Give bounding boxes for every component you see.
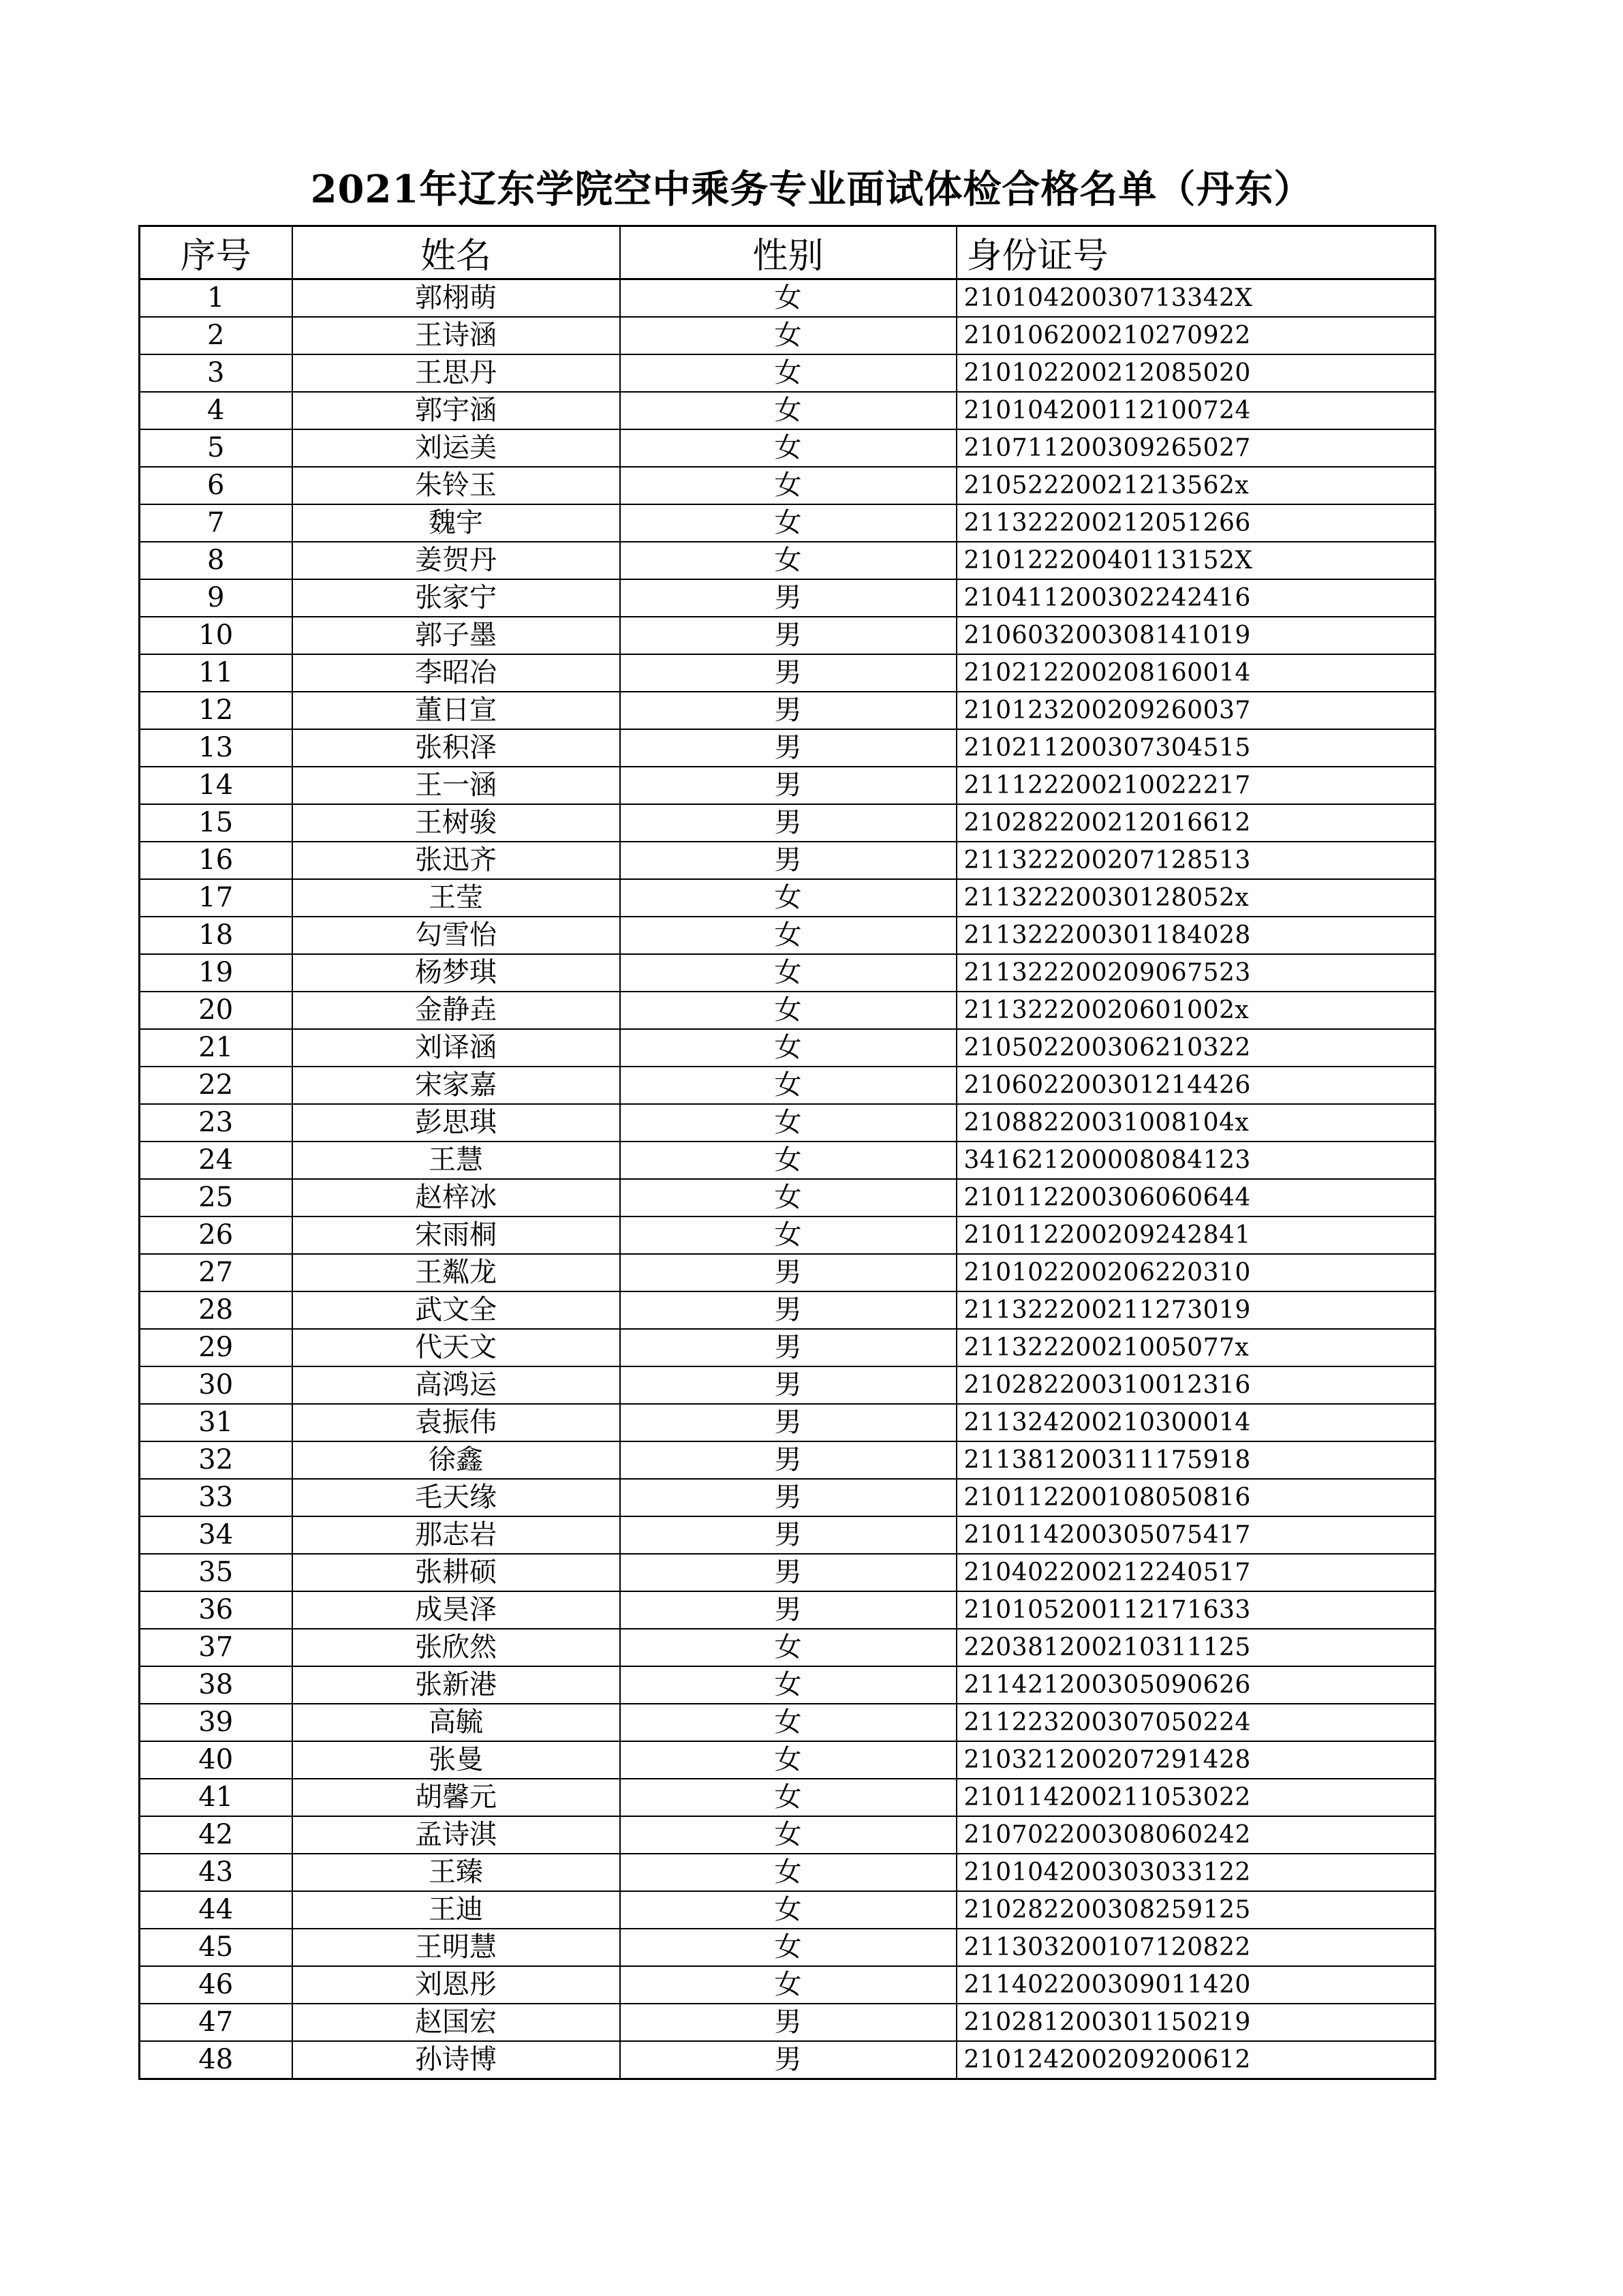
id-number-cell: 210711200309265027 (957, 429, 1436, 467)
serial-number-cell: 45 (140, 1929, 292, 1966)
name-cell: 孟诗淇 (292, 1816, 620, 1854)
id-number-cell: 210124200209200612 (957, 2041, 1436, 2079)
serial-number-cell: 4 (140, 392, 292, 429)
table-row (140, 1591, 1436, 1629)
serial-number-cell: 19 (140, 954, 292, 992)
name-cell: 朱铃玉 (292, 467, 620, 504)
gender-cell: 男 (620, 654, 957, 692)
table-row (140, 2004, 1436, 2041)
table-row (140, 767, 1436, 804)
serial-number-cell: 33 (140, 1479, 292, 1516)
name-cell: 张迅齐 (292, 842, 620, 879)
id-number-cell: 210603200308141019 (957, 617, 1436, 654)
serial-number-cell: 39 (140, 1704, 292, 1741)
name-cell: 姜贺丹 (292, 542, 620, 579)
name-cell: 王臻 (292, 1854, 620, 1891)
id-number-cell: 21132220030128052x (957, 879, 1436, 917)
gender-cell: 男 (620, 842, 957, 879)
serial-number-cell: 18 (140, 917, 292, 954)
name-cell: 张曼 (292, 1741, 620, 1779)
serial-number-cell: 38 (140, 1666, 292, 1704)
id-number-cell: 211402200309011420 (957, 1966, 1436, 2004)
table-row (140, 1216, 1436, 1254)
id-number-cell: 210104200303033122 (957, 1854, 1436, 1891)
table-row (140, 917, 1436, 954)
gender-cell: 女 (620, 1741, 957, 1779)
table-row (140, 654, 1436, 692)
serial-number-cell: 13 (140, 729, 292, 767)
name-cell: 刘运美 (292, 429, 620, 467)
serial-number-cell: 47 (140, 2004, 292, 2041)
id-number-cell: 210112200108050816 (957, 1479, 1436, 1516)
table-row (140, 992, 1436, 1029)
id-number-cell: 341621200008084123 (957, 1142, 1436, 1179)
name-cell: 毛天缘 (292, 1479, 620, 1516)
id-number-cell: 210102200206220310 (957, 1254, 1436, 1291)
id-number-cell: 21132220020601002x (957, 992, 1436, 1029)
id-number-cell: 210114200211053022 (957, 1779, 1436, 1816)
gender-cell: 女 (620, 1067, 957, 1104)
id-number-cell: 210402200212240517 (957, 1554, 1436, 1591)
name-cell: 王思丹 (292, 354, 620, 392)
name-cell: 张家宁 (292, 579, 620, 617)
table-row (140, 504, 1436, 542)
id-number-cell: 21132220021005077x (957, 1329, 1436, 1366)
table-row (140, 1029, 1436, 1067)
serial-number-cell: 20 (140, 992, 292, 1029)
gender-cell: 男 (620, 1366, 957, 1404)
gender-cell: 女 (620, 1666, 957, 1704)
gender-cell: 女 (620, 954, 957, 992)
id-number-cell: 210123200209260037 (957, 692, 1436, 729)
id-number-cell: 210211200307304515 (957, 729, 1436, 767)
name-cell: 张积泽 (292, 729, 620, 767)
gender-cell: 女 (620, 392, 957, 429)
serial-number-cell: 1 (140, 279, 292, 318)
gender-cell: 女 (620, 504, 957, 542)
id-number-cell: 220381200210311125 (957, 1629, 1436, 1666)
header-row (140, 226, 1436, 279)
table-row (140, 1741, 1436, 1779)
gender-cell: 女 (620, 1029, 957, 1067)
gender-cell: 女 (620, 542, 957, 579)
serial-number-cell: 35 (140, 1554, 292, 1591)
serial-number-cell: 43 (140, 1854, 292, 1891)
table-row (140, 1629, 1436, 1666)
gender-cell: 男 (620, 804, 957, 842)
serial-number-cell: 27 (140, 1254, 292, 1291)
table-row (140, 1816, 1436, 1854)
table-row (140, 1854, 1436, 1891)
table-row (140, 392, 1436, 429)
name-cell: 勾雪怡 (292, 917, 620, 954)
id-number-cell: 210502200306210322 (957, 1029, 1436, 1067)
table-row (140, 1366, 1436, 1404)
table-row (140, 1704, 1436, 1741)
table-row (140, 1142, 1436, 1179)
id-number-cell: 210702200308060242 (957, 1816, 1436, 1854)
id-number-cell: 211322200211273019 (957, 1291, 1436, 1329)
name-cell: 杨梦琪 (292, 954, 620, 992)
gender-cell: 女 (620, 467, 957, 504)
name-cell: 宋家嘉 (292, 1067, 620, 1104)
gender-cell: 女 (620, 1779, 957, 1816)
id-number-cell: 210282200308259125 (957, 1891, 1436, 1929)
table-row (140, 579, 1436, 617)
gender-cell: 女 (620, 354, 957, 392)
gender-cell: 女 (620, 429, 957, 467)
name-cell: 王莹 (292, 879, 620, 917)
serial-number-cell: 36 (140, 1591, 292, 1629)
serial-number-cell: 8 (140, 542, 292, 579)
id-number-cell: 211322200207128513 (957, 842, 1436, 879)
gender-cell: 女 (620, 1929, 957, 1966)
gender-cell: 男 (620, 729, 957, 767)
serial-number-cell: 48 (140, 2041, 292, 2079)
id-number-cell: 211223200307050224 (957, 1704, 1436, 1741)
id-number-cell: 210112200209242841 (957, 1216, 1436, 1254)
name-cell: 胡馨元 (292, 1779, 620, 1816)
name-cell: 张欣然 (292, 1629, 620, 1666)
table-row (140, 1929, 1436, 1966)
id-number-cell: 210102200212085020 (957, 354, 1436, 392)
serial-number-cell: 46 (140, 1966, 292, 2004)
id-number-cell: 211381200311175918 (957, 1441, 1436, 1479)
name-cell: 李昭冶 (292, 654, 620, 692)
name-cell: 袁振伟 (292, 1404, 620, 1441)
gender-cell: 男 (620, 1441, 957, 1479)
gender-cell: 女 (620, 1816, 957, 1854)
gender-cell: 男 (620, 2041, 957, 2079)
name-cell: 赵梓冰 (292, 1179, 620, 1216)
id-number-cell: 211322200212051266 (957, 504, 1436, 542)
id-number-cell: 210104200112100724 (957, 392, 1436, 429)
gender-cell: 男 (620, 2004, 957, 2041)
serial-number-cell: 30 (140, 1366, 292, 1404)
id-number-cell: 210112200306060644 (957, 1179, 1436, 1216)
gender-cell: 男 (620, 1329, 957, 1366)
name-cell: 金静垚 (292, 992, 620, 1029)
gender-cell: 男 (620, 1516, 957, 1554)
gender-cell: 男 (620, 1591, 957, 1629)
gender-cell: 男 (620, 1479, 957, 1516)
table-row (140, 1067, 1436, 1104)
id-number-cell: 210411200302242416 (957, 579, 1436, 617)
serial-number-cell: 24 (140, 1142, 292, 1179)
id-number-cell: 210282200212016612 (957, 804, 1436, 842)
serial-number-cell: 6 (140, 467, 292, 504)
serial-number-cell: 32 (140, 1441, 292, 1479)
name-cell: 高毓 (292, 1704, 620, 1741)
name-cell: 郭宇涵 (292, 392, 620, 429)
name-cell: 武文全 (292, 1291, 620, 1329)
id-number-cell: 211122200210022217 (957, 767, 1436, 804)
gender-cell: 女 (620, 1104, 957, 1142)
id-number-cell: 210106200210270922 (957, 317, 1436, 354)
serial-number-cell: 10 (140, 617, 292, 654)
table-row (140, 1779, 1436, 1816)
table-row (140, 279, 1436, 318)
serial-number-cell: 14 (140, 767, 292, 804)
header-gender: 性别 (620, 226, 957, 279)
serial-number-cell: 7 (140, 504, 292, 542)
serial-number-cell: 34 (140, 1516, 292, 1554)
roster-body (140, 279, 1436, 2079)
gender-cell: 女 (620, 279, 957, 318)
name-cell: 王树骏 (292, 804, 620, 842)
serial-number-cell: 37 (140, 1629, 292, 1666)
id-number-cell: 210114200305075417 (957, 1516, 1436, 1554)
table-row (140, 1479, 1436, 1516)
table-row (140, 617, 1436, 654)
gender-cell: 男 (620, 617, 957, 654)
id-number-cell: 210281200301150219 (957, 2004, 1436, 2041)
table-row (140, 1404, 1436, 1441)
serial-number-cell: 9 (140, 579, 292, 617)
gender-cell: 女 (620, 992, 957, 1029)
serial-number-cell: 3 (140, 354, 292, 392)
header-name: 姓名 (292, 226, 620, 279)
table-row (140, 1329, 1436, 1366)
serial-number-cell: 40 (140, 1741, 292, 1779)
gender-cell: 女 (620, 1966, 957, 2004)
table-row (140, 1966, 1436, 2004)
serial-number-cell: 12 (140, 692, 292, 729)
serial-number-cell: 25 (140, 1179, 292, 1216)
serial-number-cell: 26 (140, 1216, 292, 1254)
table-row (140, 467, 1436, 504)
gender-cell: 女 (620, 1891, 957, 1929)
name-cell: 赵国宏 (292, 2004, 620, 2041)
id-number-cell: 211322200301184028 (957, 917, 1436, 954)
table-row (140, 1554, 1436, 1591)
table-row (140, 1179, 1436, 1216)
table-row (140, 1104, 1436, 1142)
name-cell: 王一涵 (292, 767, 620, 804)
gender-cell: 男 (620, 692, 957, 729)
gender-cell: 男 (620, 579, 957, 617)
name-cell: 高鸿运 (292, 1366, 620, 1404)
id-number-cell: 211421200305090626 (957, 1666, 1436, 1704)
name-cell: 魏宇 (292, 504, 620, 542)
table-row (140, 1891, 1436, 1929)
name-cell: 徐鑫 (292, 1441, 620, 1479)
name-cell: 王迪 (292, 1891, 620, 1929)
id-number-cell: 21012220040113152X (957, 542, 1436, 579)
name-cell: 那志岩 (292, 1516, 620, 1554)
serial-number-cell: 11 (140, 654, 292, 692)
serial-number-cell: 44 (140, 1891, 292, 1929)
id-number-cell: 211322200209067523 (957, 954, 1436, 992)
name-cell: 成昊泽 (292, 1591, 620, 1629)
table-row (140, 2041, 1436, 2079)
name-cell: 代天文 (292, 1329, 620, 1366)
table-row (140, 729, 1436, 767)
gender-cell: 女 (620, 1854, 957, 1891)
gender-cell: 女 (620, 1179, 957, 1216)
gender-cell: 女 (620, 917, 957, 954)
name-cell: 郭子墨 (292, 617, 620, 654)
table-row (140, 542, 1436, 579)
id-number-cell: 210602200301214426 (957, 1067, 1436, 1104)
name-cell: 王诗涵 (292, 317, 620, 354)
table-row (140, 692, 1436, 729)
serial-number-cell: 5 (140, 429, 292, 467)
name-cell: 董日宣 (292, 692, 620, 729)
gender-cell: 女 (620, 879, 957, 917)
id-number-cell: 211324200210300014 (957, 1404, 1436, 1441)
table-row (140, 804, 1436, 842)
table-row (140, 1516, 1436, 1554)
serial-number-cell: 42 (140, 1816, 292, 1854)
serial-number-cell: 31 (140, 1404, 292, 1441)
table-row (140, 429, 1436, 467)
name-cell: 刘恩彤 (292, 1966, 620, 2004)
serial-number-cell: 29 (140, 1329, 292, 1366)
gender-cell: 女 (620, 1142, 957, 1179)
id-number-cell: 211303200107120822 (957, 1929, 1436, 1966)
name-cell: 彭思琪 (292, 1104, 620, 1142)
gender-cell: 女 (620, 1216, 957, 1254)
name-cell: 刘译涵 (292, 1029, 620, 1067)
name-cell: 孙诗博 (292, 2041, 620, 2079)
name-cell: 王粼龙 (292, 1254, 620, 1291)
name-cell: 张耕硕 (292, 1554, 620, 1591)
table-row (140, 317, 1436, 354)
header-id-number: 身份证号 (957, 226, 1436, 279)
header-serial-number: 序号 (140, 226, 292, 279)
gender-cell: 男 (620, 1291, 957, 1329)
name-cell: 宋雨桐 (292, 1216, 620, 1254)
serial-number-cell: 21 (140, 1029, 292, 1067)
table-row (140, 954, 1436, 992)
table-row (140, 842, 1436, 879)
id-number-cell: 21010420030713342X (957, 279, 1436, 318)
table-row (140, 354, 1436, 392)
name-cell: 郭栩萌 (292, 279, 620, 318)
table-row (140, 1254, 1436, 1291)
table-row (140, 1666, 1436, 1704)
id-number-cell: 21088220031008104x (957, 1104, 1436, 1142)
gender-cell: 女 (620, 1629, 957, 1666)
serial-number-cell: 22 (140, 1067, 292, 1104)
gender-cell: 男 (620, 1254, 957, 1291)
serial-number-cell: 28 (140, 1291, 292, 1329)
serial-number-cell: 16 (140, 842, 292, 879)
roster-table (138, 225, 1436, 2080)
id-number-cell: 210282200310012316 (957, 1366, 1436, 1404)
serial-number-cell: 17 (140, 879, 292, 917)
gender-cell: 女 (620, 317, 957, 354)
gender-cell: 女 (620, 1704, 957, 1741)
name-cell: 王慧 (292, 1142, 620, 1179)
serial-number-cell: 41 (140, 1779, 292, 1816)
serial-number-cell: 15 (140, 804, 292, 842)
serial-number-cell: 23 (140, 1104, 292, 1142)
id-number-cell: 21052220021213562x (957, 467, 1436, 504)
table-row (140, 1291, 1436, 1329)
gender-cell: 男 (620, 1404, 957, 1441)
id-number-cell: 210321200207291428 (957, 1741, 1436, 1779)
table-row (140, 1441, 1436, 1479)
table-row (140, 879, 1436, 917)
page-title: 2021年辽东学院空中乘务专业面试体检合格名单（丹东） (310, 167, 1313, 212)
name-cell: 王明慧 (292, 1929, 620, 1966)
name-cell: 张新港 (292, 1666, 620, 1704)
gender-cell: 男 (620, 1554, 957, 1591)
serial-number-cell: 2 (140, 317, 292, 354)
id-number-cell: 210212200208160014 (957, 654, 1436, 692)
gender-cell: 男 (620, 767, 957, 804)
id-number-cell: 210105200112171633 (957, 1591, 1436, 1629)
